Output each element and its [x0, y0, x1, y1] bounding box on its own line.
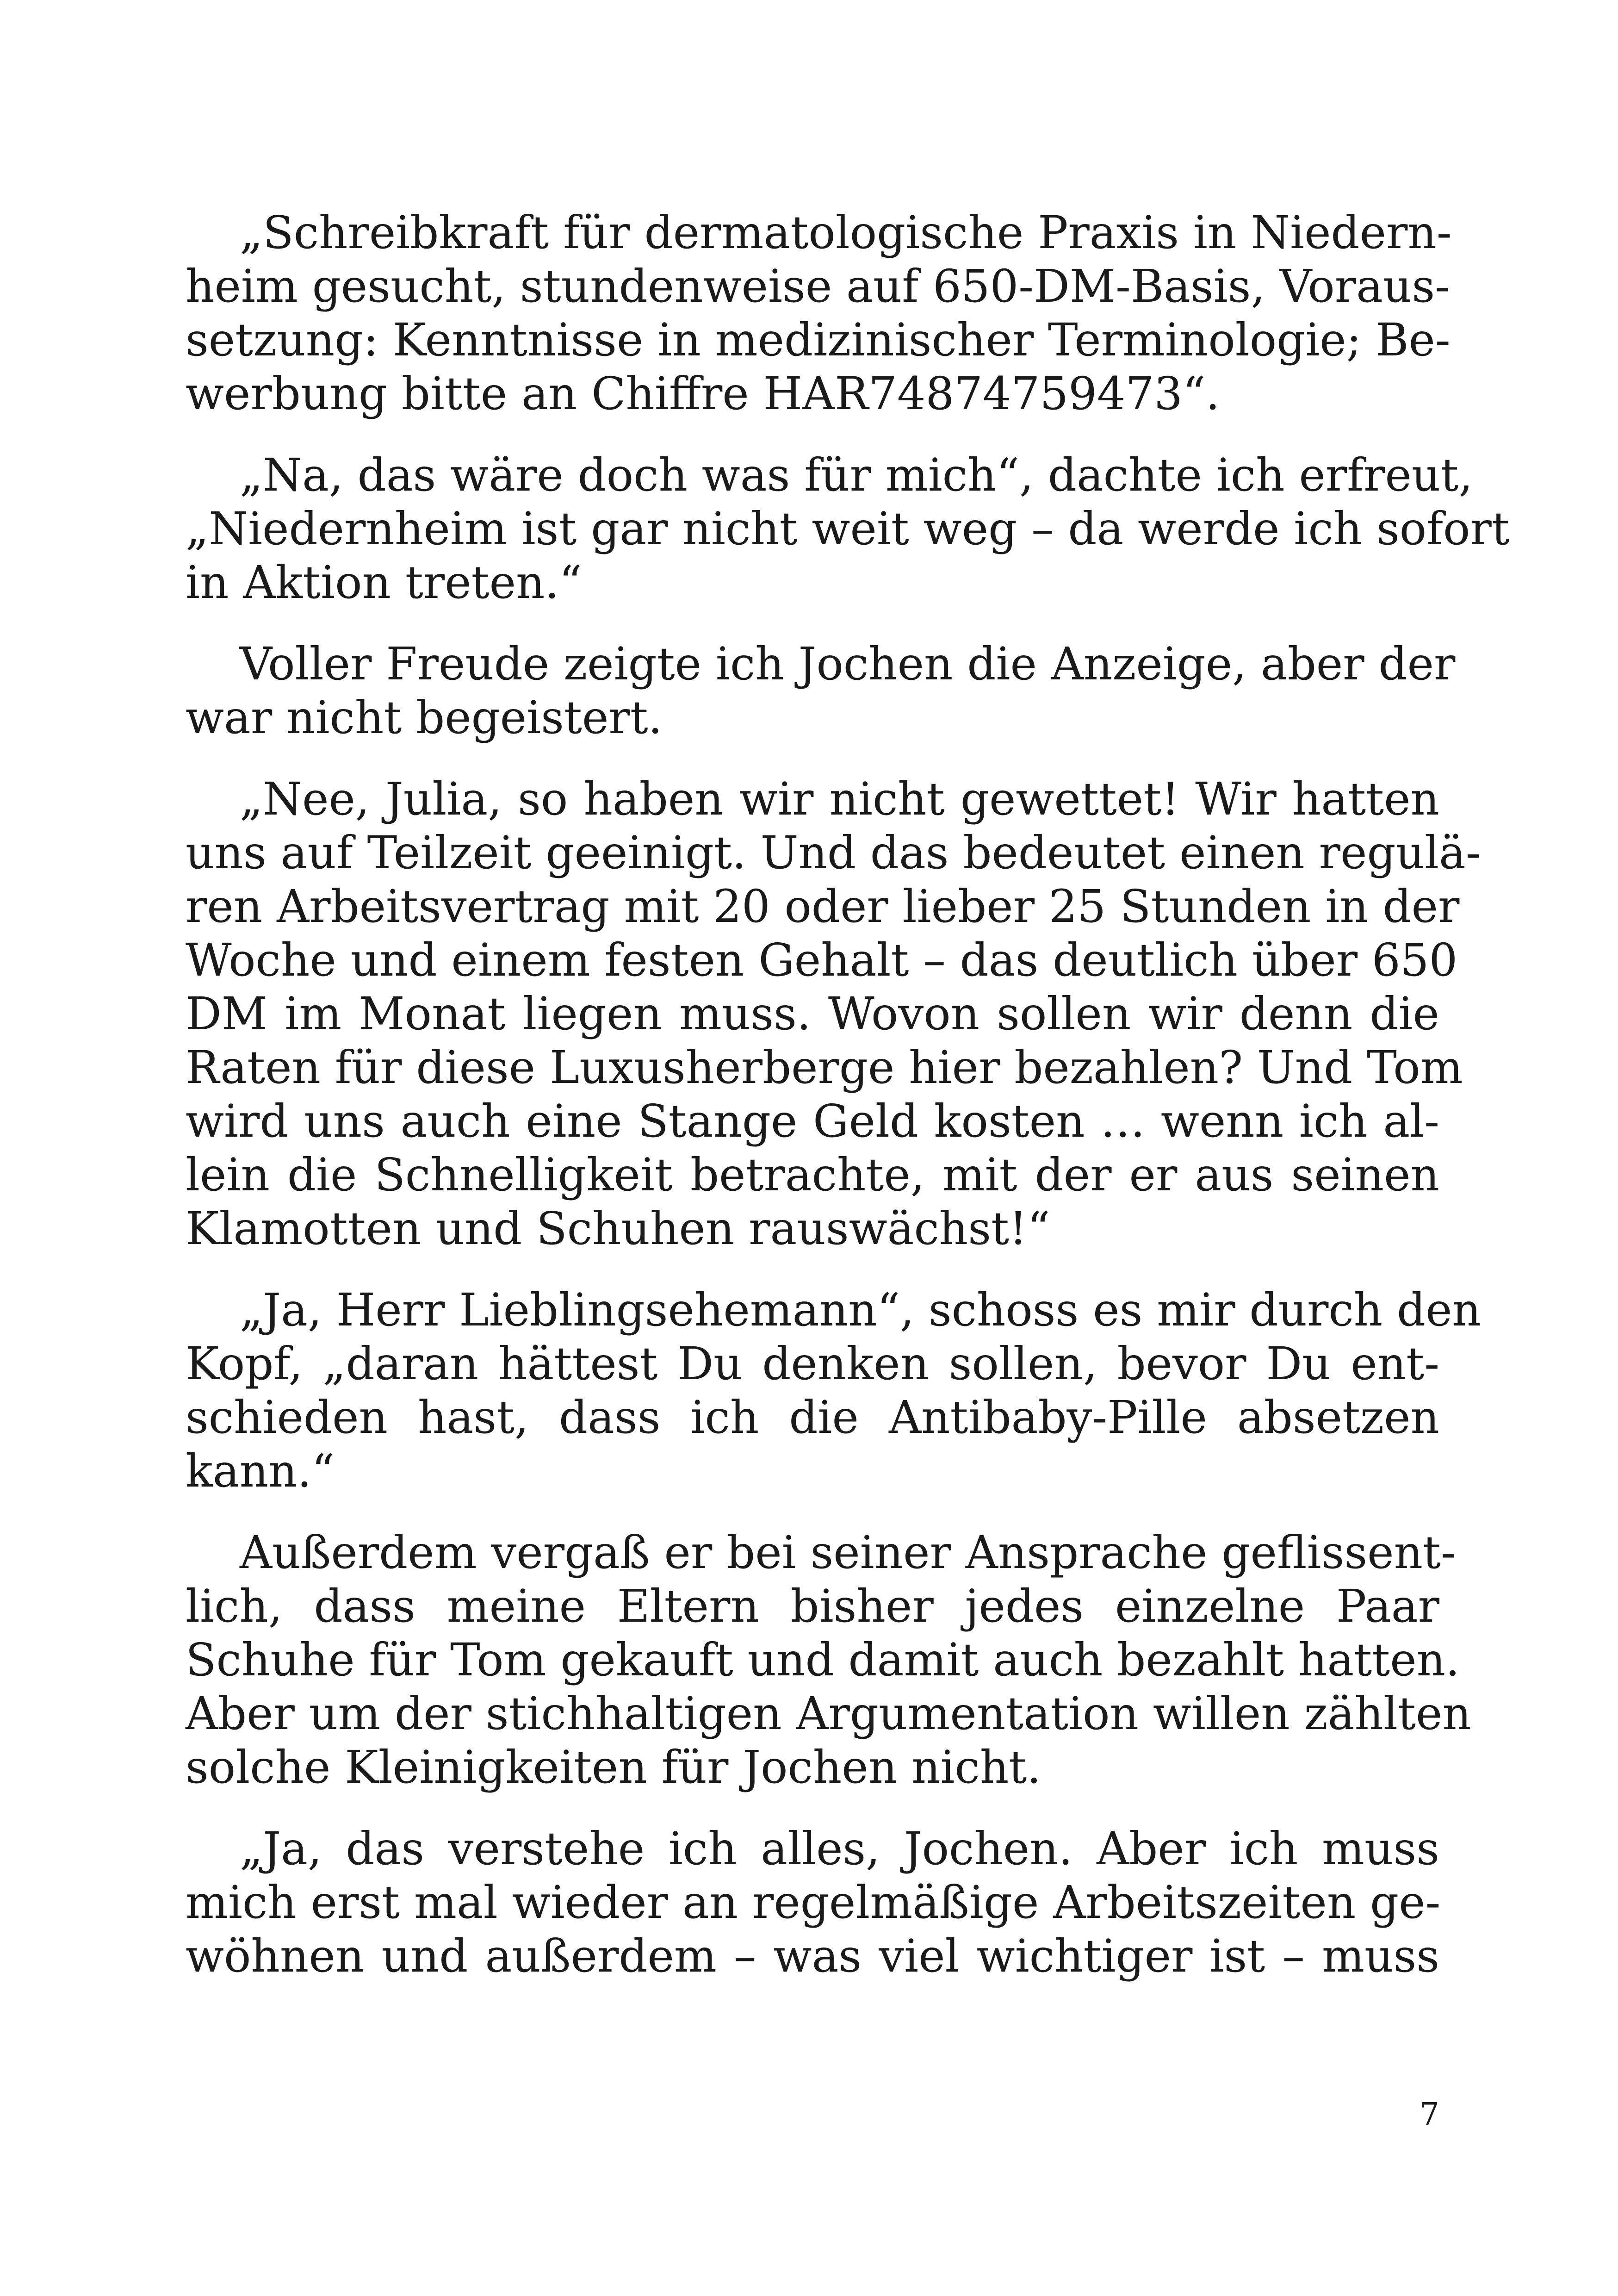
text-line: Aber um der stichhaltigen Argumentation willen zählten [186, 1687, 1471, 1740]
text-line: Klamotten und Schuhen rauswächst!“ [186, 1202, 1050, 1255]
text-line: Woche und einem festen Gehalt – das deutlich über 650 [186, 934, 1458, 986]
text-line: lich, dass meine Eltern bisher jedes einzelne Paar [186, 1580, 1439, 1632]
text-line: Raten für diese Luxusherberge hier bezahlen? Und Tom [186, 1041, 1463, 1094]
text-line: „Nee, Julia, so haben wir nicht gewettet! Wir hatten [240, 773, 1439, 825]
text-line: Voller Freude zeigte ich Jochen die Anzeige, aber der [240, 638, 1456, 690]
text-line: Schuhe für Tom gekauft und damit auch bezahlt hatten. [186, 1634, 1460, 1686]
paragraph-7 [186, 1822, 1439, 1983]
text-line: DM im Monat liegen muss. Wovon sollen wir denn die [186, 988, 1439, 1040]
text-line: „Ja, das verstehe ich alles, Jochen. Aber ich muss [240, 1823, 1439, 1875]
text-line: setzung: Kenntnisse in medizinischer Terminologie; Be- [186, 314, 1451, 366]
text-line: Außerdem vergaß er bei seiner Ansprache geflissent- [240, 1526, 1456, 1579]
text-line: uns auf Teilzeit geeinigt. Und das bedeutet einen regulä- [186, 827, 1481, 879]
paragraph-2 [186, 448, 1510, 610]
paragraph-1 [186, 206, 1452, 421]
text-line: mich erst mal wieder an regelmäßige Arbeitszeiten ge- [186, 1876, 1441, 1929]
paragraph-3 [186, 637, 1456, 745]
page-number: 7 [1419, 2097, 1439, 2133]
text-line: kann.“ [186, 1445, 335, 1497]
text-line: lein die Schnelligkeit betrachte, mit der er aus seinen [186, 1149, 1439, 1201]
text-line: ren Arbeitsvertrag mit 20 oder lieber 25 Stunden in der [186, 880, 1460, 933]
text-line: solche Kleinigkeiten für Jochen nicht. [186, 1741, 1041, 1793]
text-line: war nicht begeistert. [186, 691, 663, 744]
text-line: schieden hast, dass ich die Antibaby-Pille absetzen [186, 1391, 1439, 1444]
text-line: Kopf, „daran hättest Du denken sollen, bevor Du ent- [186, 1338, 1439, 1390]
text-line: heim gesucht, stundenweise auf 650-DM-Basis, Voraus- [186, 260, 1451, 312]
text-line: werbung bitte an Chiffre HAR74874759473“. [186, 367, 1220, 420]
paragraph-4 [186, 772, 1481, 1256]
paragraph-6 [186, 1526, 1471, 1794]
text-line: „Niedernheim ist gar nicht weit weg – da werde ich sofort [186, 503, 1510, 555]
text-line: „Ja, Herr Lieblingsehemann“, schoss es mir durch den [240, 1284, 1481, 1336]
body-text [186, 206, 1510, 2011]
text-line: in Aktion treten.“ [186, 556, 582, 609]
text-line: „Na, das wäre doch was für mich“, dachte ich erfreut, [240, 449, 1473, 501]
text-line: wöhnen und außerdem – was viel wichtiger ist – muss [186, 1930, 1439, 1982]
text-line: wird uns auch eine Stange Geld kosten … wenn ich al- [186, 1095, 1439, 1147]
paragraph-5 [186, 1283, 1481, 1498]
text-line: „Schreibkraft für dermatologische Praxis in Niedern- [240, 206, 1452, 259]
